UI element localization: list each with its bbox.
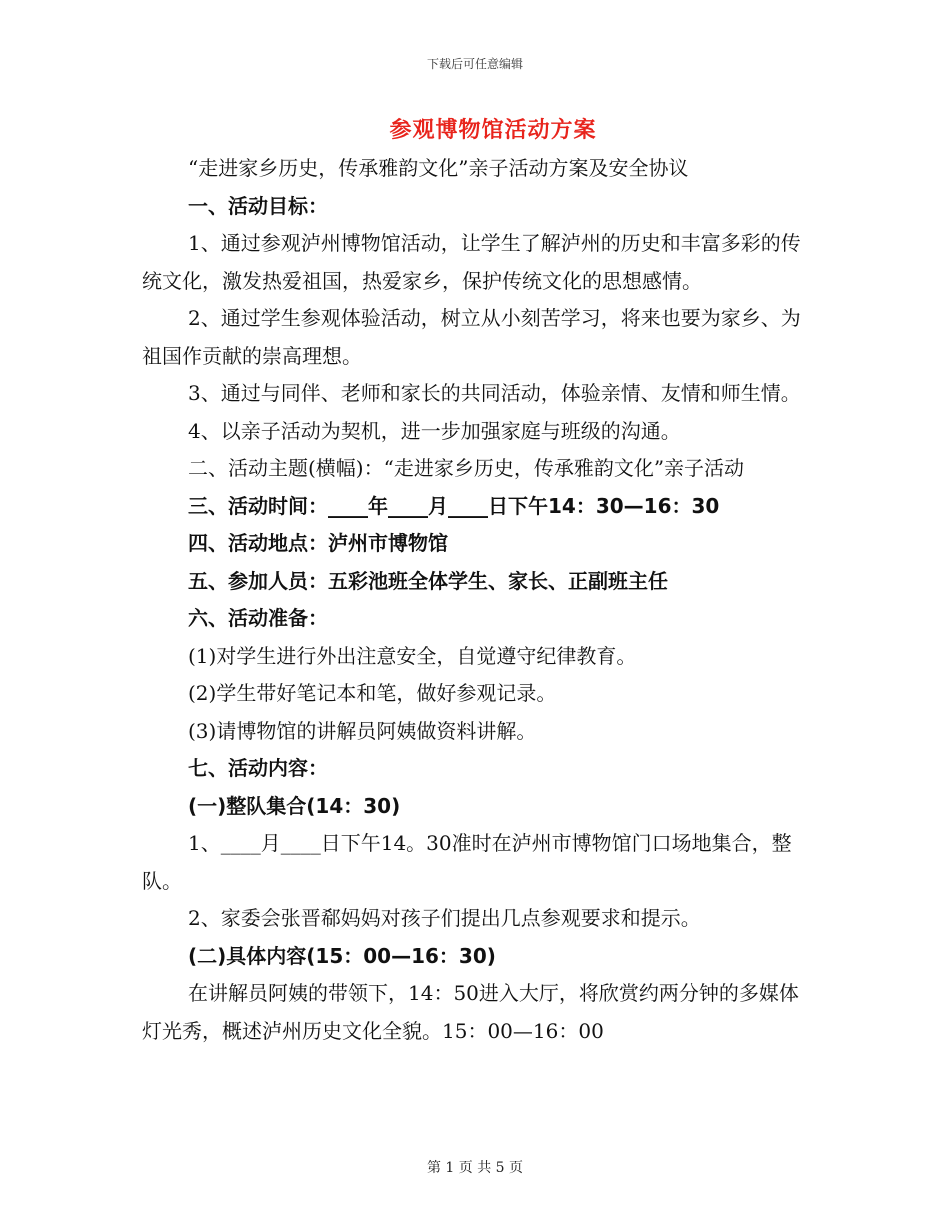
- paragraph-14: 七、活动内容：: [188, 756, 328, 780]
- paragraph-12: (2)学生带好笔记本和笔，做好参观记录。: [188, 681, 557, 705]
- paragraph-7: 三、活动时间：____年____月____日下午14：30—16：30: [188, 493, 720, 518]
- paragraph-13: (3)请博物馆的讲解员阿姨做资料讲解。: [188, 718, 537, 743]
- paragraph-1: 一、活动目标：: [188, 193, 328, 218]
- paragraph-17: 2、家委会张晋郗妈妈对孩子们提出几点参观要求和提示。: [188, 906, 701, 930]
- paragraph-18: (二)具体内容(15：00—16：30): [188, 943, 496, 968]
- header-note: 下载后可任意编辑: [426, 57, 523, 71]
- paragraph-9: 五、参加人员：五彩池班全体学生、家长、正副班主任: [188, 568, 668, 593]
- page-number: 第 1 页 共 5 页: [426, 1160, 524, 1176]
- paragraph-6: 二、活动主题(横幅)：“走进家乡历史，传承雅韵文化”亲子活动: [188, 456, 745, 480]
- paragraph-2: 1、通过参观泸州博物馆活动，让学生了解泸州的历史和丰富多彩的传统文化，激发热爱祖国，热爱家乡，保护传统文化的思想感情。: [142, 231, 801, 293]
- document-body: [142, 150, 812, 1050]
- paragraph-4: 3、通过与同伴、老师和家长的共同活动，体验亲情、友情和师生情。: [188, 381, 801, 405]
- paragraph-5: 4、以亲子活动为契机，进一步加强家庭与班级的沟通。: [188, 418, 681, 443]
- paragraph-3: 2、通过学生参观体验活动，树立从小刻苦学习，将来也要为家乡、为祖国作贡献的崇高理想。: [142, 306, 801, 368]
- paragraph-0: “走进家乡历史，传承雅韵文化”亲子活动方案及安全协议: [188, 156, 689, 180]
- document-title: 参观博物馆活动方案: [389, 118, 597, 143]
- paragraph-19: 在讲解员阿姨的带领下，14：50进入大厅，将欣赏约两分钟的多媒体灯光秀，概述泸州历史文化全貌。15：00—16：00: [142, 981, 799, 1043]
- paragraph-15: (一)整队集合(14：30): [188, 793, 401, 818]
- paragraph-11: (1)对学生进行外出注意安全，自觉遵守纪律教育。: [188, 643, 637, 668]
- paragraph-16: 1、____月____日下午14。30准时在泸州市博物馆门口场地集合，整队。: [142, 831, 792, 893]
- paragraph-10: 六、活动准备：: [188, 606, 328, 630]
- paragraph-8: 四、活动地点：泸州市博物馆: [188, 531, 448, 555]
